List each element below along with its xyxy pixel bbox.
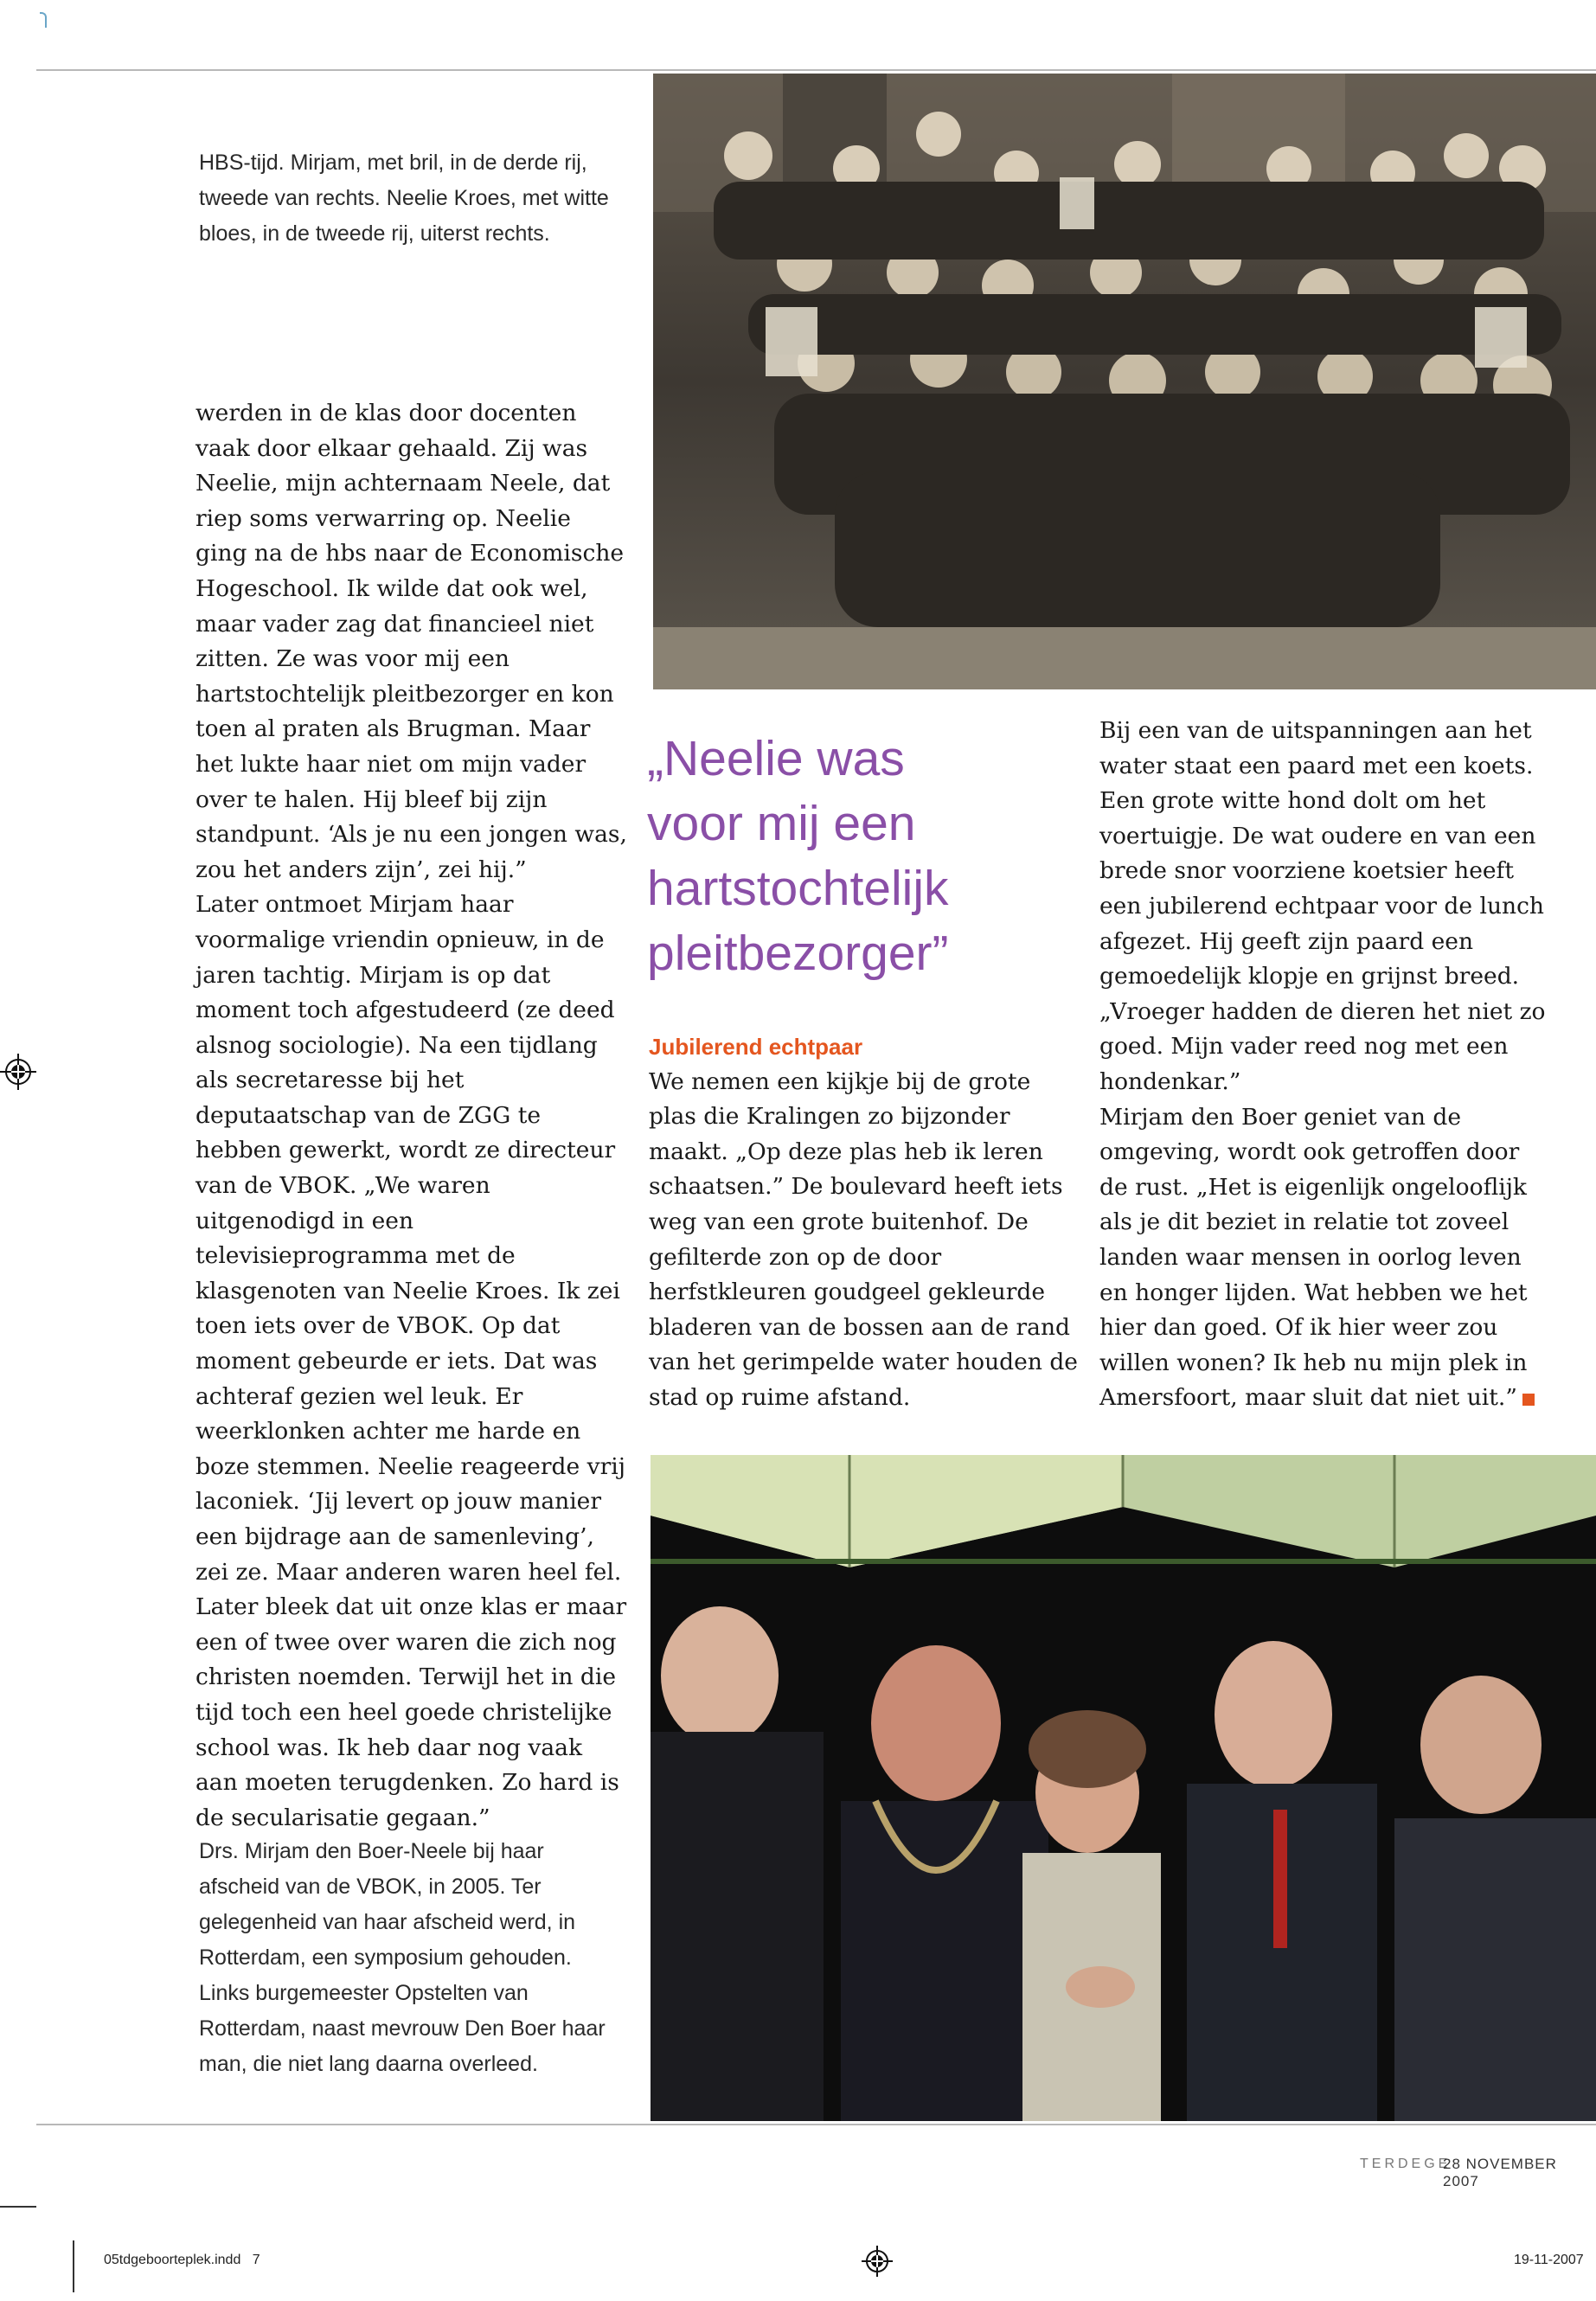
farewell-photo <box>651 1455 1596 2121</box>
top-rule <box>36 69 1596 71</box>
farewell-photo-svg <box>651 1455 1596 2121</box>
caption-bottom: Drs. Mirjam den Boer-Neele bij haar afscheid van de VBOK, in 2005. Ter gelegenheid van haar afscheid werd, in Rotterdam, een symposium gehouden. Links burgemeester Opstelten van Rotterdam, naast mevrouw Den Boer haar man, die niet lang daarna overleed. <box>199 1839 606 2076</box>
bottom-trim-mark <box>73 2240 74 2292</box>
paragraph: werden in de klas door docenten vaak door elkaar gehaald. Zij was Neelie, mijn achternaam Neele, dat riep soms verwarring op. Neelie ging na de hbs naar de Economische Hogeschool. Ik wilde dat ook wel, maar vader zag dat financieel niet zitten. Ze was voor mij een hartstochtelijk pleitbezorger en kon toen al praten als Brugman. Maar het lukte haar niet om mijn vader over te halen. Hij bleef bij zijn standpunt. ‘Als je nu een jongen was, zou het anders zijn’, zei hij.” <box>195 400 627 883</box>
caption-top: HBS-tijd. Mirjam, met bril, in de derde rij, tweede van rechts. Neelie Kroes, met witte bloes, in de tweede rij, uiterst rechts. <box>199 151 609 246</box>
paragraph: We nemen een kijkje bij de grote plas die Kralingen zo bijzonder maakt. „Op deze plas heb ik leren schaatsen.” De boulevard heeft iets weg van een grote buitenhof. De gefilterde zon op de door herfstkleuren goudgeel gekleurde bladeren van de bossen aan de rand van het gerimpelde water houden de stad op ruime afstand. <box>649 1067 1078 1411</box>
paragraph: Later ontmoet Mirjam haar voormalige vriendin opnieuw, in de jaren tachtig. Mirjam is op dat moment toch afgestudeerd (ze deed alsnog sociologie). Na een tijdlang als secretaresse bij het deputaatschap van de ZGG te hebben gewerkt, wordt ze directeur van de VBOK. „We waren uitgenodigd in een televisieprogramma met de klasgenoten van Neelie Kroes. Ik zei toen iets over de VBOK. Op dat moment gebeurde er iets. Dat was achteraf gezien wel leuk. Er weerklonken achter me harde en boze stemmen. Neelie reageerde vrij laconiek. ‘Jij levert op jouw manier een bijdrage aan de samenleving’, zei ze. Maar anderen waren heel fel. Later bleek dat uit onze klas er maar een of twee over waren die zich nog christen noemden. Terwijl het in die tijd toch een heel goede christelijke school was. Ik heb daar nog vaak aan moeten terugdenken. Zo hard is de secularisatie gegaan.” <box>195 891 627 1831</box>
slug-filename: 05tdgeboorteplek.indd 7 <box>104 2253 260 2267</box>
slug-date: 19-11-2007 <box>1514 2253 1584 2267</box>
article-left-column <box>195 396 628 1836</box>
paragraph: Bij een van de uitspanningen aan het water staat een paard met een koets. Een grote witte hond dolt om het voertuigje. De wat oudere en van een brede snor voorziene koetsier heeft een jubilerend echtpaar voor de lunch afgezet. Hij geeft zijn paard een gemoedelijk klopje en grijnst breed. „Vroeger hadden de dieren het niet zo goed. Mijn vader reed nog met een hondenkar.” <box>1099 717 1546 1095</box>
footer-date: 28 NOVEMBER 2007 <box>1443 2156 1557 2189</box>
left-trim-mark <box>0 2206 36 2208</box>
paragraph-text: Mirjam den Boer geniet van de omgeving, wordt ook getroffen door de rust. „Het is eigenlijk ongelooflijk als je dit beziet in relatie tot zoveel landen waar mensen in oorlog leven en honger lijden. Wat hebben we het hier dan goed. Of ik hier weer zou willen wonen? Ik heb nu mijn plek in Amersfoort, maar sluit dat niet uit.” <box>1099 1103 1528 1412</box>
corner-crop-mark <box>40 12 47 28</box>
registration-mark-icon <box>0 1054 36 1090</box>
class-photo-svg <box>653 74 1596 689</box>
article-middle-column <box>649 1029 1081 1416</box>
class-photo <box>653 74 1596 689</box>
footer-brand: TERDEGE <box>1360 2157 1452 2171</box>
paragraph <box>1099 1100 1549 1416</box>
registration-mark-icon <box>862 2246 893 2277</box>
end-mark-icon <box>1522 1394 1535 1406</box>
section-subheading: Jubilerend echtpaar <box>649 1034 863 1060</box>
pull-quote: „Neelie was voor mij een hartstochtelijk pleitbezorger” <box>647 731 949 981</box>
article-right-column <box>1099 714 1549 1416</box>
bottom-rule <box>36 2124 1596 2125</box>
